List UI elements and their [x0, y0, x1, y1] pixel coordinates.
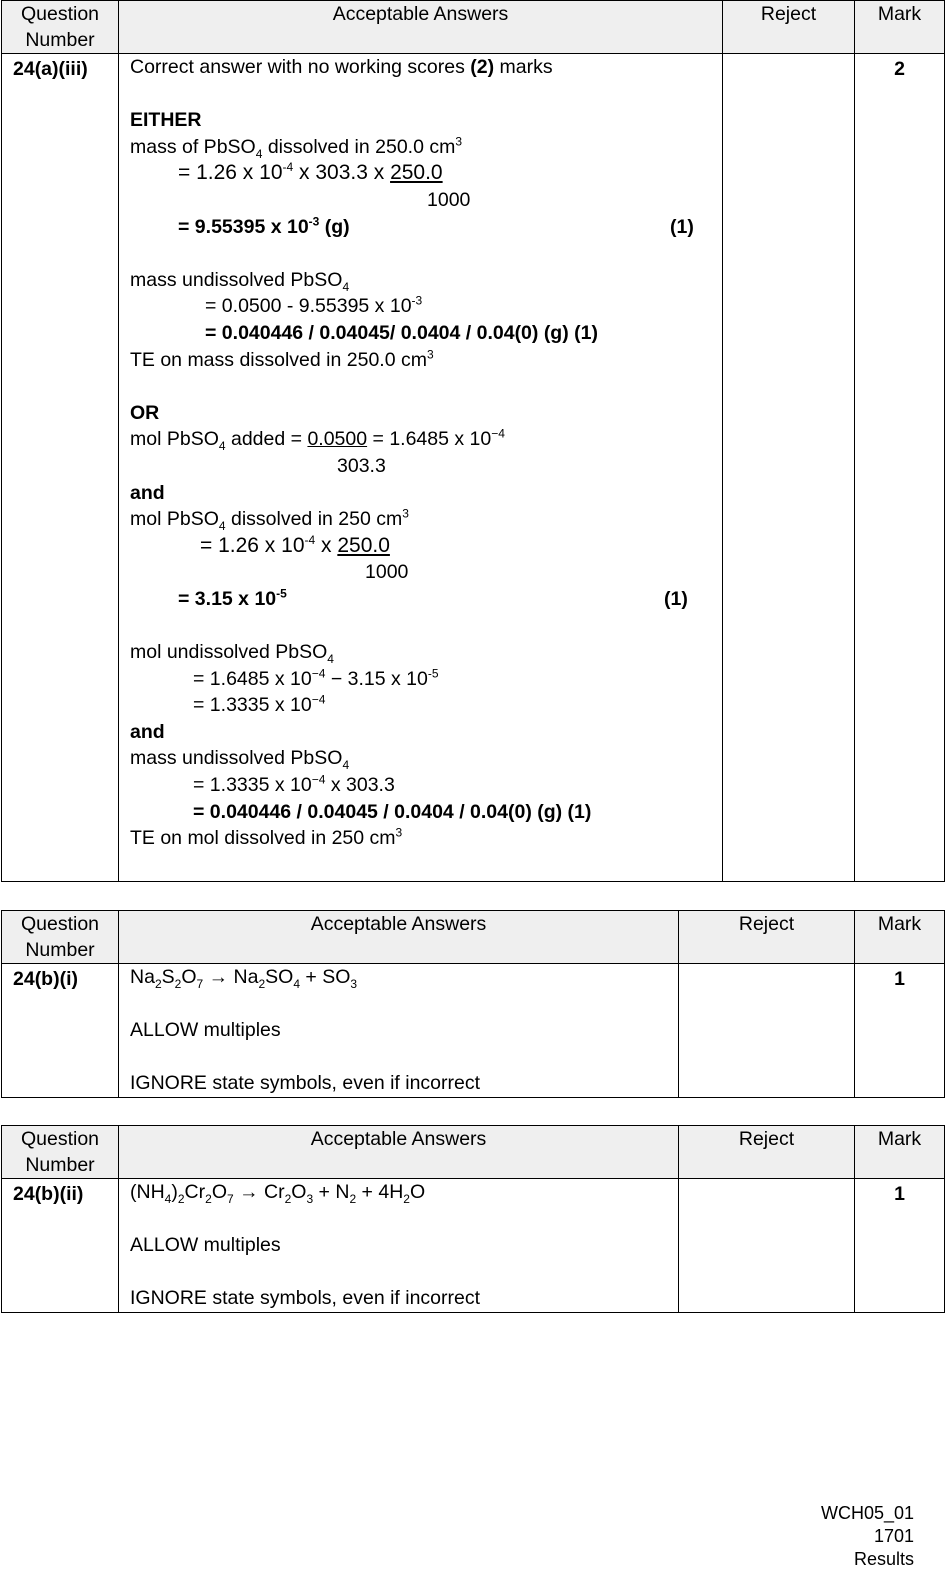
- header-question-number: Question Number: [2, 1, 119, 54]
- reject-cell: [679, 964, 855, 1098]
- header-reject: Reject: [723, 1, 855, 54]
- denominator: 1000: [365, 561, 409, 584]
- answer-line: mol undissolved PbSO$_4$: [130, 641, 334, 666]
- acceptable-answers: [119, 1179, 679, 1313]
- mark-scheme-table-24b-ii: [1, 1125, 945, 1313]
- header-mark: Mark: [855, 911, 945, 964]
- answer-line: = 0.040446 / 0.04045/ 0.0404 / 0.04(0) (g) (1): [205, 321, 598, 344]
- answer-line: = 1.26 x $10^{-4}$ x 303.3 x 250.0: [178, 160, 443, 185]
- acceptable-answers: [119, 964, 679, 1098]
- mark-value: 2: [855, 54, 945, 882]
- header-reject: Reject: [679, 911, 855, 964]
- denominator: 303.3: [337, 454, 386, 477]
- either-label: EITHER: [130, 109, 202, 132]
- denominator: 1000: [427, 188, 471, 211]
- or-label: OR: [130, 401, 160, 424]
- answer-line: = 3.15 x $10^{-5}$ (1): [178, 586, 688, 610]
- equation: $Na_2S_2O_7 \to Na_2SO_4 + SO_3$: [130, 966, 358, 991]
- answer-line: TE on mol dissolved in 250 $cm^3$: [130, 825, 403, 850]
- question-number: 24(b)(i): [2, 964, 119, 1098]
- reject-cell: [679, 1179, 855, 1313]
- reject-cell: [723, 54, 855, 882]
- header-row: [2, 1, 945, 54]
- mark-scheme-table-24b-i: [1, 910, 945, 1098]
- answer-line: = 1.3335 x $10^{-4}$: [193, 692, 326, 717]
- header-acceptable-answers: Acceptable Answers: [119, 1, 723, 54]
- answer-line: mol PbSO$_4$ added = 0.0500 = 1.6485 x $10^{-4}$: [130, 426, 505, 454]
- header-mark: Mark: [855, 1126, 945, 1179]
- question-number: 24(a)(iii): [2, 54, 119, 882]
- allow-note: ALLOW multiples: [130, 1019, 281, 1042]
- answer-line: = 1.3335 x $10^{-4}$ x 303.3: [193, 772, 395, 797]
- header-row: [2, 911, 945, 964]
- page-footer: [821, 1502, 914, 1571]
- answer-row: [2, 964, 945, 1098]
- answer-line: mass undissolved PbSO$_4$: [130, 747, 350, 773]
- answer-line: = 0.0500 - 9.55395 x $10^{-3}$: [205, 293, 423, 318]
- header-reject: Reject: [679, 1126, 855, 1179]
- question-number: 24(b)(ii): [2, 1179, 119, 1313]
- equation: $(NH_4)_2Cr_2O_7 \to Cr_2O_3 + N_2 + 4H_2O$: [130, 1181, 426, 1206]
- answer-line: TE on mass dissolved in 250.0 $cm^3$: [130, 347, 434, 371]
- header-acceptable-answers: Acceptable Answers: [119, 911, 679, 964]
- answer-line: = 1.6485 x $10^{-4} - 3.15$ x $10^{-5}$: [193, 666, 439, 690]
- header-question-number: Question Number: [2, 911, 119, 964]
- header-question-number: Question Number: [2, 1126, 119, 1179]
- answer-line: = 0.040446 / 0.04045 / 0.0404 / 0.04(0) (g) (1): [193, 800, 592, 823]
- allow-note: ALLOW multiples: [130, 1234, 281, 1257]
- acceptable-answers: [119, 54, 723, 882]
- mark-value: 1: [855, 964, 945, 1098]
- answer-line: mass of PbSO$_4$ dissolved in 250.0 $cm^3$: [130, 134, 463, 161]
- footer-code: WCH05_01: [820, 1503, 914, 1523]
- header-acceptable-answers: Acceptable Answers: [119, 1126, 679, 1179]
- answer-line: Correct answer with no working scores (2) marks: [130, 56, 553, 78]
- footer-results: Results: [853, 1549, 914, 1569]
- footer-session: 1701: [873, 1526, 914, 1546]
- ignore-note: IGNORE state symbols, even if incorrect: [130, 1072, 481, 1095]
- and-label: and: [130, 481, 165, 504]
- answer-line: mass undissolved PbSO$_4$: [130, 268, 350, 294]
- and-label: and: [130, 720, 165, 743]
- header-mark: Mark: [855, 1, 945, 54]
- header-row: [2, 1126, 945, 1179]
- answer-line: mol PbSO$_4$ dissolved in 250 $cm^3$: [130, 506, 409, 533]
- answer-line: = 9.55395 x $10^{-3}$ (g) (1): [178, 214, 694, 238]
- answer-row: [2, 54, 945, 882]
- answer-line: = 1.26 x $10^{-4}$ x 250.0: [200, 532, 390, 557]
- ignore-note: IGNORE state symbols, even if incorrect: [130, 1287, 481, 1310]
- answer-row: [2, 1179, 945, 1313]
- mark-value: 1: [855, 1179, 945, 1313]
- mark-scheme-table-24a-iii: [1, 0, 945, 882]
